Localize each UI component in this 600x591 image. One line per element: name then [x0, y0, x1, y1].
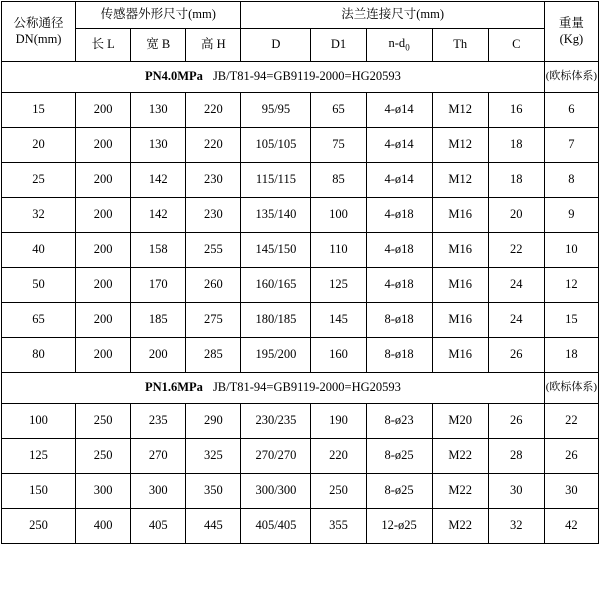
cell-c: 24	[488, 303, 544, 338]
cell-length-l: 300	[76, 474, 131, 509]
band-row-2	[2, 373, 599, 404]
cell-dn: 40	[2, 233, 76, 268]
table-row	[2, 128, 599, 163]
cell-d1: 190	[311, 404, 366, 439]
cell-d: 135/140	[241, 198, 311, 233]
cell-th: M16	[432, 198, 488, 233]
cell-c: 26	[488, 338, 544, 373]
cell-n-d0: 8-ø18	[366, 303, 432, 338]
table-row	[2, 338, 599, 373]
cell-weight: 8	[544, 163, 598, 198]
header-weight-line2: (Kg)	[559, 31, 584, 46]
band-1-label	[2, 62, 545, 93]
cell-th: M22	[432, 474, 488, 509]
cell-th: M16	[432, 268, 488, 303]
table-row	[2, 233, 599, 268]
cell-d: 180/185	[241, 303, 311, 338]
cell-dn: 250	[2, 509, 76, 544]
table-row	[2, 509, 599, 544]
cell-d: 145/150	[241, 233, 311, 268]
header-dn	[2, 2, 76, 62]
cell-d: 160/165	[241, 268, 311, 303]
cell-n-d0: 8-ø18	[366, 338, 432, 373]
cell-width-b: 130	[131, 128, 186, 163]
cell-d: 105/105	[241, 128, 311, 163]
cell-length-l: 200	[76, 93, 131, 128]
cell-length-l: 200	[76, 198, 131, 233]
cell-dn: 150	[2, 474, 76, 509]
cell-n-d0: 12-ø25	[366, 509, 432, 544]
cell-dn: 15	[2, 93, 76, 128]
cell-d1: 85	[311, 163, 366, 198]
cell-width-b: 158	[131, 233, 186, 268]
cell-width-b: 142	[131, 198, 186, 233]
cell-height-h: 325	[186, 439, 241, 474]
cell-height-h: 230	[186, 198, 241, 233]
cell-weight: 22	[544, 404, 598, 439]
cell-length-l: 250	[76, 439, 131, 474]
cell-weight: 18	[544, 338, 598, 373]
cell-length-l: 200	[76, 163, 131, 198]
cell-width-b: 170	[131, 268, 186, 303]
cell-width-b: 270	[131, 439, 186, 474]
cell-height-h: 260	[186, 268, 241, 303]
cell-width-b: 405	[131, 509, 186, 544]
cell-c: 24	[488, 268, 544, 303]
cell-dn: 50	[2, 268, 76, 303]
band-1-pn: PN4.0MPa	[144, 69, 203, 84]
header-sub-n-d0	[366, 29, 432, 62]
cell-width-b: 185	[131, 303, 186, 338]
table-row	[2, 439, 599, 474]
cell-dn: 100	[2, 404, 76, 439]
cell-width-b: 200	[131, 338, 186, 373]
cell-d1: 125	[311, 268, 366, 303]
cell-weight: 26	[544, 439, 598, 474]
table-row	[2, 303, 599, 338]
cell-th: M12	[432, 163, 488, 198]
cell-c: 32	[488, 509, 544, 544]
cell-d1: 160	[311, 338, 366, 373]
header-sub-width-b: 宽 B	[131, 29, 186, 62]
cell-d: 195/200	[241, 338, 311, 373]
cell-d1: 110	[311, 233, 366, 268]
cell-dn: 65	[2, 303, 76, 338]
header-sub-length-l: 长 L	[76, 29, 131, 62]
cell-width-b: 130	[131, 93, 186, 128]
cell-d1: 65	[311, 93, 366, 128]
header-weight-line1: 重量	[558, 15, 584, 30]
header-group-flange: 法兰连接尺寸(mm)	[241, 2, 544, 29]
cell-n-d0: 4-ø18	[366, 198, 432, 233]
cell-height-h: 290	[186, 404, 241, 439]
cell-weight: 30	[544, 474, 598, 509]
band-2-pn: PN1.6MPa	[144, 380, 203, 395]
cell-n-d0: 4-ø18	[366, 268, 432, 303]
cell-c: 18	[488, 128, 544, 163]
cell-weight: 7	[544, 128, 598, 163]
cell-c: 22	[488, 233, 544, 268]
band-2-note: (欧标体系)	[544, 373, 598, 404]
cell-c: 30	[488, 474, 544, 509]
cell-n-d0: 4-ø14	[366, 128, 432, 163]
cell-th: M12	[432, 128, 488, 163]
band-2-label	[2, 373, 545, 404]
table-row	[2, 93, 599, 128]
cell-th: M22	[432, 439, 488, 474]
cell-d: 300/300	[241, 474, 311, 509]
header-sub-n-d0-main: n-d	[388, 36, 406, 51]
cell-length-l: 400	[76, 509, 131, 544]
cell-weight: 15	[544, 303, 598, 338]
cell-d: 270/270	[241, 439, 311, 474]
header-sub-c: C	[488, 29, 544, 62]
cell-dn: 20	[2, 128, 76, 163]
cell-width-b: 235	[131, 404, 186, 439]
cell-dn: 25	[2, 163, 76, 198]
cell-height-h: 220	[186, 128, 241, 163]
band-row-1	[2, 62, 599, 93]
cell-n-d0: 4-ø18	[366, 233, 432, 268]
header-sub-th: Th	[432, 29, 488, 62]
table-row	[2, 163, 599, 198]
cell-n-d0: 8-ø25	[366, 439, 432, 474]
band-1-standard: JB/T81-94=GB9119-2000=HG20593	[212, 69, 401, 84]
cell-c: 18	[488, 163, 544, 198]
cell-height-h: 275	[186, 303, 241, 338]
header-dn-line1: 公称通径	[13, 15, 64, 30]
cell-th: M16	[432, 303, 488, 338]
cell-d1: 145	[311, 303, 366, 338]
cell-length-l: 250	[76, 404, 131, 439]
cell-weight: 42	[544, 509, 598, 544]
cell-dn: 80	[2, 338, 76, 373]
cell-n-d0: 8-ø23	[366, 404, 432, 439]
header-sub-n-d0-subscript: 0	[405, 42, 410, 53]
cell-th: M20	[432, 404, 488, 439]
cell-n-d0: 4-ø14	[366, 163, 432, 198]
table-row	[2, 474, 599, 509]
header-sub-d1: D1	[311, 29, 366, 62]
header-sub-height-h: 高 H	[186, 29, 241, 62]
band-2-standard: JB/T81-94=GB9119-2000=HG20593	[212, 380, 401, 395]
table-header-row-subs	[2, 29, 599, 62]
header-dn-line2: DN(mm)	[15, 31, 62, 46]
specification-table	[1, 1, 599, 544]
cell-th: M22	[432, 509, 488, 544]
cell-n-d0: 4-ø14	[366, 93, 432, 128]
cell-d1: 75	[311, 128, 366, 163]
cell-d: 115/115	[241, 163, 311, 198]
cell-n-d0: 8-ø25	[366, 474, 432, 509]
cell-weight: 9	[544, 198, 598, 233]
cell-length-l: 200	[76, 128, 131, 163]
table-row	[2, 268, 599, 303]
cell-height-h: 445	[186, 509, 241, 544]
cell-length-l: 200	[76, 268, 131, 303]
cell-c: 28	[488, 439, 544, 474]
cell-weight: 12	[544, 268, 598, 303]
cell-height-h: 220	[186, 93, 241, 128]
cell-c: 16	[488, 93, 544, 128]
cell-width-b: 300	[131, 474, 186, 509]
cell-dn: 32	[2, 198, 76, 233]
cell-weight: 10	[544, 233, 598, 268]
cell-th: M12	[432, 93, 488, 128]
cell-width-b: 142	[131, 163, 186, 198]
cell-height-h: 255	[186, 233, 241, 268]
cell-d1: 250	[311, 474, 366, 509]
cell-th: M16	[432, 233, 488, 268]
header-weight	[544, 2, 598, 62]
table-header-row-groups	[2, 2, 599, 29]
table-row	[2, 198, 599, 233]
header-group-sensor: 传感器外形尺寸(mm)	[76, 2, 241, 29]
cell-weight: 6	[544, 93, 598, 128]
cell-c: 26	[488, 404, 544, 439]
cell-d: 405/405	[241, 509, 311, 544]
cell-height-h: 350	[186, 474, 241, 509]
cell-length-l: 200	[76, 338, 131, 373]
cell-height-h: 230	[186, 163, 241, 198]
cell-d1: 220	[311, 439, 366, 474]
cell-d1: 355	[311, 509, 366, 544]
header-sub-d: D	[241, 29, 311, 62]
cell-th: M16	[432, 338, 488, 373]
cell-d: 230/235	[241, 404, 311, 439]
cell-length-l: 200	[76, 233, 131, 268]
cell-c: 20	[488, 198, 544, 233]
cell-dn: 125	[2, 439, 76, 474]
cell-d1: 100	[311, 198, 366, 233]
cell-d: 95/95	[241, 93, 311, 128]
band-1-note: (欧标体系)	[544, 62, 598, 93]
cell-length-l: 200	[76, 303, 131, 338]
cell-height-h: 285	[186, 338, 241, 373]
table-row	[2, 404, 599, 439]
